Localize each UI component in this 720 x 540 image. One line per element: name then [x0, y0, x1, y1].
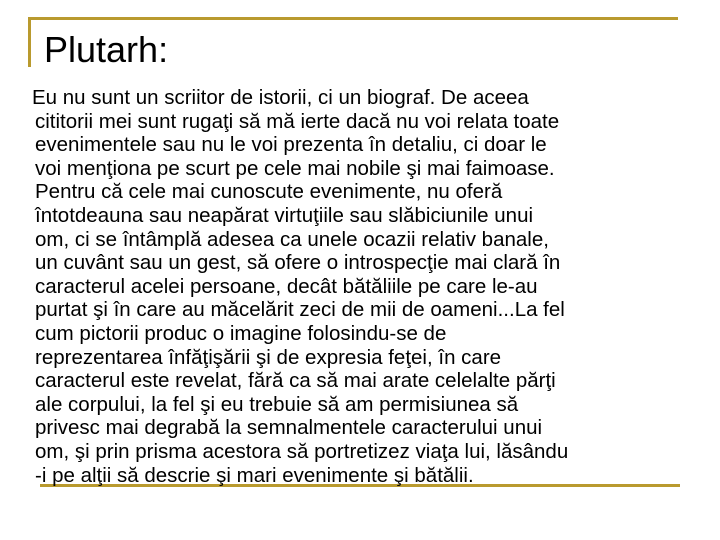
- quote-line: privesc mai degrabă la semnalmentele caracterului unui: [35, 416, 543, 440]
- quote-line: Pentru că cele mai cunoscute evenimente, nu oferă: [35, 180, 503, 204]
- slide-title: Plutarh:: [44, 29, 169, 70]
- quote-line: -i pe alţii să descrie şi mari evenimente şi bătălii.: [35, 463, 474, 487]
- quote-line: cum pictorii produc o imagine folosindu-se de: [35, 321, 447, 345]
- quote-line: evenimentele sau nu le voi prezenta în detaliu, ci doar le: [35, 133, 547, 157]
- quote-line: voi menţiona pe scurt pe cele mai nobile şi mai faimoase.: [35, 156, 555, 180]
- quote-line: caracterul este revelat, fără ca să mai arate celelalte părţi: [35, 369, 556, 393]
- quote-line: reprezentarea înfăţişării şi de expresia feţei, în care: [35, 345, 502, 369]
- quote-line: ale corpului, la fel şi eu trebuie să am permisiunea să: [35, 392, 519, 416]
- quote-line: om, ci se întâmplă adesea ca unele ocazii relativ banale,: [35, 227, 549, 251]
- quote-line: caracterul acelei persoane, decât bătăliile pe care le-au: [35, 274, 538, 298]
- quote-line: Eu nu sunt un scriitor de istorii, ci un biograf. De aceea: [32, 86, 529, 109]
- quote-line: purtat şi în care au măcelărit zeci de mii de oameni...La fel: [35, 298, 565, 322]
- title-border-top: [28, 17, 678, 20]
- quote-line: cititorii mei sunt rugaţi să mă ierte dacă nu voi relata toate: [35, 109, 560, 133]
- quote-line: un cuvânt sau un gest, să ofere o introspecţie mai clară în: [35, 251, 561, 275]
- quote-line: întotdeauna sau neapărat virtuţiile sau slăbiciunile unui: [35, 203, 534, 227]
- quote-line: om, şi prin prisma acestora să portretizez viaţa lui, lăsându: [35, 439, 569, 463]
- title-border-left: [28, 17, 31, 67]
- quote-body: [32, 86, 720, 487]
